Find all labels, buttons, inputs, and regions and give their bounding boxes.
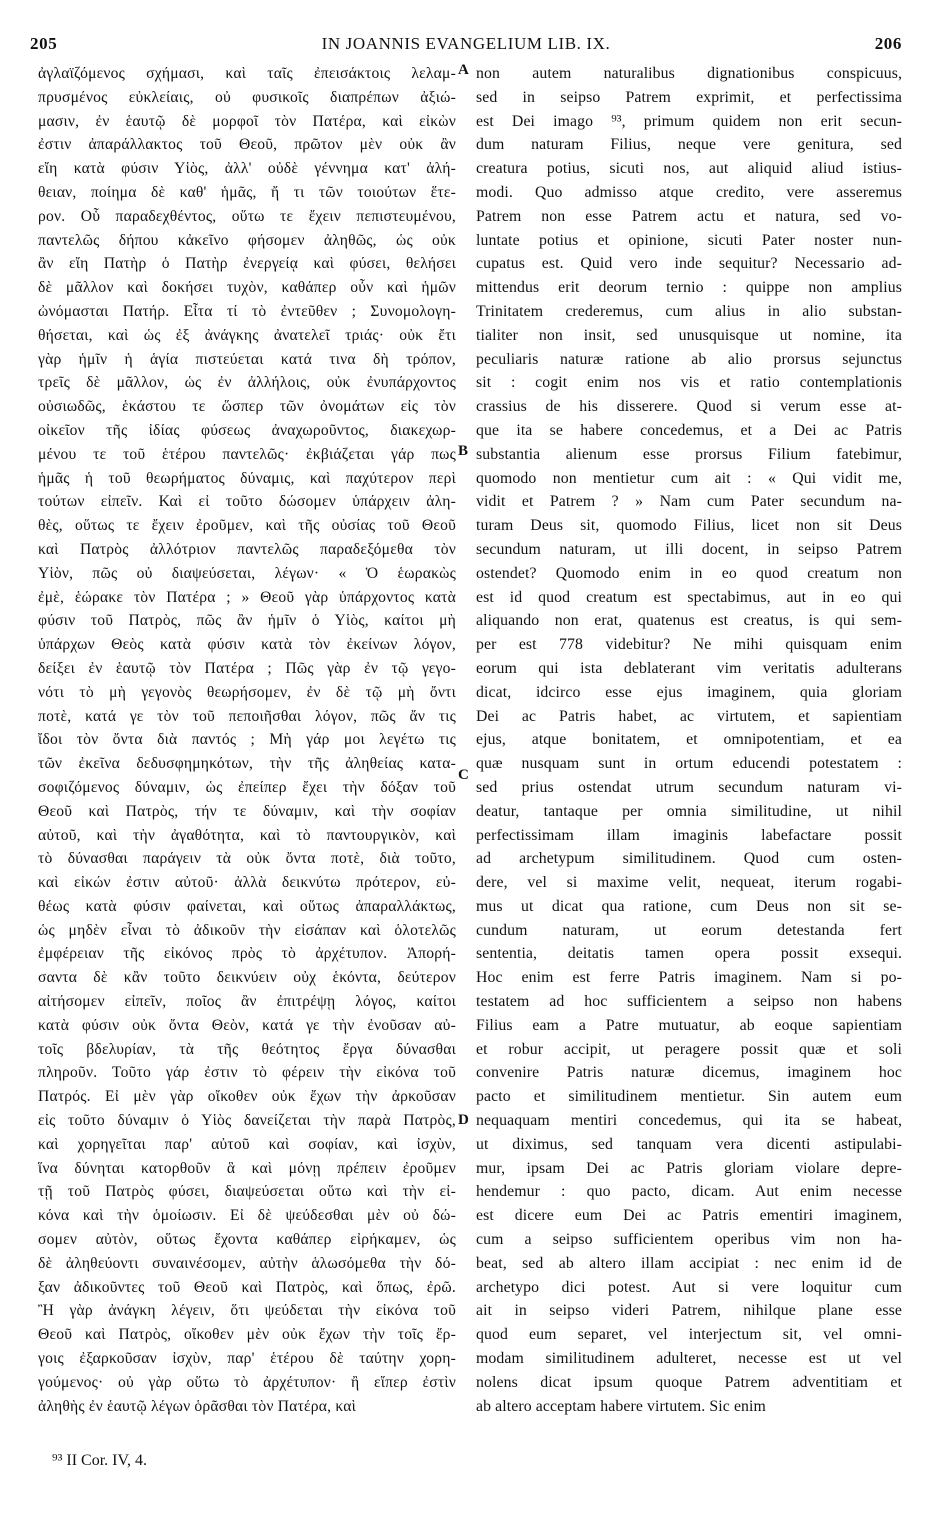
latin-text-line: cupatus est. Quid vero inde sequitur? Necessario ad-	[476, 255, 902, 273]
latin-text-line: Filius eam a Patre mutuatur, ab eoque sapientiam	[476, 1016, 902, 1034]
greek-text-line: κόνα καὶ τὴν ὁμοίωσιν. Εἰ δὲ ψεύδεσθαι μὲν οὐ δώ-	[38, 1207, 456, 1225]
greek-text-line: νότι τὸ μὴ γεγονὸς θεωρήσομεν, ἐν δὲ τῷ μὴ ὄντι	[38, 683, 456, 701]
greek-text-line: θέως κατὰ φύσιν φαίνεται, καὶ οὕτως ἀπαραλλάκτως,	[38, 897, 456, 915]
latin-text-line: que ita se habere concedemus, et a Dei ac Patris	[476, 421, 902, 439]
greek-text-line: φύσιν τοῦ Πατρὸς, πῶς ἂν ἡμῖν ὁ Υἱὸς, καίτοι μὴ	[38, 612, 456, 630]
greek-text-line: αὐτοῦ, καὶ τὴν ἀγαθότητα, καὶ τὸ παντουργικὸν, καὶ	[38, 826, 456, 844]
latin-text-line: ostendet? Quomodo enim in eo quod creatum non	[476, 564, 902, 582]
margin-letter-c: C	[458, 767, 469, 783]
greek-text-line: τρεῖς δὲ μᾶλλον, ὡς ἐν ἀλλήλοις, οὐκ ἐνυπάρχοντος	[38, 374, 456, 392]
latin-text-line: quomodo non mentietur cum ait : « Qui vidit me,	[476, 469, 902, 487]
latin-text-line: dere, vel si maxime velit, nequeat, iterum rogabi-	[476, 874, 902, 892]
greek-text-line: ἡμᾶς ἡ τοῦ θεωρήματος δύναμις, καὶ παχύτερον περὶ	[38, 469, 456, 487]
latin-text-line: est dicere eum Dei ac Patris ementiri imaginem,	[476, 1207, 902, 1225]
latin-text-line: vidit et Patrem ? » Nam cum Pater secundum na-	[476, 493, 902, 511]
greek-text-line: δὲ μᾶλλον καὶ δοκήσει τυχὸν, καθάπερ οὖν καὶ ἡμῶν	[38, 279, 456, 297]
greek-text-line: ἐμφέρειαν τῆς εἰκόνος πρὸς τὸ ἀρχέτυπον. Ἀπορή-	[38, 945, 456, 963]
latin-text-line: mittendus erit deorum ternio : quippe non amplius	[476, 279, 902, 297]
page-number-left: 205	[30, 34, 58, 53]
greek-text-line: πρυσμένος εὐκλείαις, οὐ φυσικοῖς διαπρέπων ἀξιώ-	[38, 88, 456, 106]
greek-text-line: ἵνα δύνηται κατορθοῦν ἃ καὶ μόνῃ πρέπειν ἐροῦμεν	[38, 1159, 456, 1177]
latin-text-line: substantia alienum esse prorsus Filium fatebimur,	[476, 445, 902, 463]
latin-text-line: sed prius ostendat utrum secundum naturam vi-	[476, 778, 902, 796]
greek-text-line: Ἢ γὰρ ἀνάγκη λέγειν, ὅτι ψεύδεται τὴν εἰκόνα τοῦ	[38, 1302, 456, 1320]
greek-text-line: καὶ Πατρὸς ἀλλότριον παντελῶς παραδεξόμεθα τὸν	[38, 540, 456, 558]
greek-text-line: θειαν, ποίημα δὲ καθ' ἡμᾶς, ἤ τι τῶν τοιούτων ἕτε-	[38, 183, 456, 201]
margin-letter-b: B	[458, 443, 469, 459]
greek-text-line: σαντα δὲ κἂν τοῦτο δεικνύειν οὐχ ἑκόντα, δεύτερον	[38, 969, 456, 987]
greek-text-line: τοῖς βδελυρίαν, τὰ τῆς θεότητος ἔργα δύνασθαι	[38, 1040, 456, 1058]
greek-text-line: ἐστιν ἀπαράλλακτος τοῦ Θεοῦ, πρῶτον μὲν οὐκ ἂν	[38, 136, 456, 154]
greek-text-line: σομεν αὐτὸν, οὕτως ἔχοντα καθάπερ εἰρήκαμεν, ὡς	[38, 1231, 456, 1249]
greek-text-line: τούτων εἰπεῖν. Καὶ εἰ τοῦτο δώσομεν ὑπάρχειν ἀλη-	[38, 493, 456, 511]
latin-text-line: ait in seipso videri Patrem, nihilque plane esse	[476, 1302, 902, 1320]
latin-text-line: secundum naturam, ut illi docent, in seipso Patrem	[476, 540, 902, 558]
greek-text-line: ὡς μηδὲν εἶναι τὸ ἀδικοῦν τὴν εἰσάπαν καὶ ὁλοτελῶς	[38, 921, 456, 939]
greek-text-line: τὸ δύνασθαι παράγειν τὰ οὐκ ὄντα ποτὲ, διὰ τοῦτο,	[38, 850, 456, 868]
latin-text-line: ejus, atque bonitatem, et omnipotentiam, et ea	[476, 731, 902, 749]
margin-letter-d: D	[458, 1112, 469, 1128]
greek-text-line: εἰς τοῦτο δύναμιν ὁ Υἱὸς δανείζεται τὴν παρὰ Πατρὸς,	[38, 1112, 456, 1130]
running-title: IN JOANNIS EVANGELIUM LIB. IX.	[321, 34, 611, 53]
latin-text-line: per est 778 videbitur? Ne mihi quisquam enim	[476, 636, 902, 654]
latin-text-line: peculiaris naturæ ratione ab alio prorsus sejunctus	[476, 350, 902, 368]
running-header	[30, 34, 902, 56]
latin-text-line: hendemur : quo pacto, dicam. Aut enim necesse	[476, 1183, 902, 1201]
latin-text-line: cundum naturam, ut eorum detestanda fert	[476, 921, 902, 939]
latin-text-line: mur, ipsam Dei ac Patris gloriam violare depre-	[476, 1159, 902, 1177]
latin-text-line: creatura potius, sicuti nos, aut aliquid aliud istius-	[476, 160, 902, 178]
greek-text-line: παντελῶς δήπου κἀκεῖνο φήσομεν ἀληθῶς, ὡς οὐκ	[38, 231, 456, 249]
greek-text-line: κατὰ φύσιν οὐκ ὄντα Θεὸν, κατά γε τὴν ἐνοῦσαν αὐ-	[38, 1016, 456, 1034]
latin-text-line: perfectissimam illam imaginis labefactare possit	[476, 826, 902, 844]
latin-text-line: quod eum separet, vel interjectum sit, vel omni-	[476, 1326, 902, 1344]
latin-text-line: nolens dicat ipsum quoque Patrem adventitiam et	[476, 1373, 902, 1391]
greek-text-line: μένου τε τοῦ ἑτέρου παντελῶς· ἐκβιάζεται γάρ πως	[38, 445, 456, 463]
footnote: ⁹³ II Cor. IV, 4.	[52, 1452, 147, 1469]
latin-text-line: Dei ac Patris habet, ac virtutem, et sapientiam	[476, 707, 902, 725]
latin-text-line: est Dei imago ⁹³, primum quidem non erit secun-	[476, 112, 902, 130]
greek-text-line: αἰτήσομεν εἰπεῖν, ποῖος ἂν ἐπιτρέψῃ λόγος, καίτοι	[38, 993, 456, 1011]
page-number-right: 206	[874, 34, 902, 53]
latin-text-line: ab altero acceptam habere virtutem. Sic enim	[476, 1397, 766, 1415]
greek-text-line: ἂν εἴη Πατὴρ ὁ Πατὴρ ἐνεργείᾳ καὶ φύσει, θελήσει	[38, 255, 456, 273]
latin-text-line: nequaquam mentiri concedemus, qui ita se habeat,	[476, 1112, 902, 1130]
latin-text-line: crassius de his disserere. Quod si verum esse at-	[476, 398, 902, 416]
greek-text-line: οἰκεῖον τῆς ἰδίας φύσεως ἀναχωροῦντος, διακεχωρ-	[38, 421, 456, 439]
latin-text-line: sit : cogit enim nos vis et ratio contemplationis	[476, 374, 902, 392]
greek-text-line: πληροῦν. Τοῦτο γάρ ἐστιν τὸ φέρειν τὴν εἰκόνα τοῦ	[38, 1064, 456, 1082]
greek-text-line: γούμενος· οὐ γὰρ οὕτω τὸ ἀρχέτυπον· ἢ εἴπερ ἐστὶν	[38, 1373, 456, 1391]
greek-text-line: ἴδοι τὸν ὄντα διὰ παντός ; Μὴ γάρ μοι λεγέτω τις	[38, 731, 456, 749]
greek-text-line: γοις ἐξαρκοῦσαν ἰσχὺν, παρ' ἑτέρου δὲ ταύτην χορη-	[38, 1350, 456, 1368]
greek-text-line: τῶν ἐκεῖνα δεδυσφημηκότων, τὴν τῆς ἀληθείας κατα-	[38, 755, 456, 773]
greek-text-line: ἀγλαϊζόμενος σχήμασι, καὶ ταῖς ἐπεισάκτοις λελαμ-	[38, 65, 456, 82]
latin-text-line: eorum qui ista deblaterant vim veritatis adulterans	[476, 659, 902, 677]
latin-text-line: cum a seipso sufficientem operibus vim non ha-	[476, 1231, 902, 1249]
greek-text-line: δείξει ἐν ἑαυτῷ τὸν Πατέρα ; Πῶς γὰρ ἐν τῷ γεγο-	[38, 659, 456, 677]
greek-text-line: ἀληθὴς ἐν ἑαυτῷ λέγων ὁρᾶσθαι τὸν Πατέρα, καὶ	[38, 1397, 357, 1415]
latin-text-line: deatur, tantaque per omnia similitudine, ut nihil	[476, 802, 902, 820]
latin-text-line: et robur accipit, ut peragere possit quæ et soli	[476, 1040, 902, 1058]
latin-text-line: aliquando non erat, quatenus est creatus, is qui sem-	[476, 612, 902, 630]
greek-text-line: σοφιζόμενος δύναμιν, ὡς ἐπείπερ ἔχει τὴν δόξαν τοῦ	[38, 778, 456, 796]
greek-text-line: δὲ ἀληθεύοντι συναινέσομεν, αὐτὴν ἁλωσόμεθα τὴν δό-	[38, 1254, 456, 1272]
latin-text-line: archetypo dici potest. Aut si vere loquitur cum	[476, 1278, 902, 1296]
greek-text-line: ξαν ἀδικοῦντες τοῦ Θεοῦ καὶ Πατρὸς, καὶ ὅπως, ἐρῶ.	[38, 1278, 456, 1296]
latin-column	[476, 62, 902, 1452]
latin-text-line: ut diximus, sed tanquam vera dicenti astipulabi-	[476, 1135, 902, 1153]
latin-text-line: sententia, deitatis tamen opera possit exsequi.	[476, 945, 902, 963]
latin-text-line: beat, sed ab altero illam accipiat : nec enim id de	[476, 1254, 902, 1272]
greek-text-line: ποτὲ, κατά γε τὸν τοῦ πεποιῆσθαι λόγον, πῶς ἄν τις	[38, 707, 456, 725]
greek-column	[38, 62, 456, 1452]
latin-text-line: pacto et similitudinem mentietur. Sin autem eum	[476, 1088, 902, 1106]
latin-text-line: Hoc enim est ferre Patris imaginem. Nam si po-	[476, 969, 902, 987]
latin-text-line: non autem naturalibus dignationibus conspicuus,	[476, 65, 902, 82]
latin-text-line: turam Deus sit, quomodo Filius, licet non sit Deus	[476, 517, 902, 535]
latin-text-line: testatem ad hoc sufficientem a seipso non habens	[476, 993, 902, 1011]
latin-text-line: convenire Patris naturæ dicemus, imaginem hoc	[476, 1064, 902, 1082]
latin-text-line: sed in seipso Patrem exprimit, et perfectissima	[476, 88, 902, 106]
latin-text-line: Trinitatem crederemus, cum alius in alio substan-	[476, 302, 902, 320]
latin-text-line: luntate potius et opinione, sicuti Pater noster nun-	[476, 231, 902, 249]
greek-text-line: γὰρ ἡμῖν ἡ ἁγία πιστεύεται κατά τινα δὴ τρόπον,	[38, 350, 456, 368]
latin-text-line: ad archetypum similitudinem. Quod cum osten-	[476, 850, 902, 868]
greek-text-line: οὐσιωδῶς, ἑκάστου τε ὥσπερ τῶν ὀνομάτων εἰς τὸν	[38, 398, 456, 416]
latin-text-line: mus ut dicat qua ratione, cum Deus non sit se-	[476, 897, 902, 915]
latin-text-line: Patrem non esse Patrem actu et natura, sed vo-	[476, 207, 902, 225]
latin-text-line: dum naturam Filius, neque vere genitura, sed	[476, 136, 902, 154]
latin-text-line: modam similitudinem adulteret, necesse est ut vel	[476, 1350, 902, 1368]
margin-letter-a: A	[458, 62, 469, 78]
greek-text-line: Θεοῦ καὶ Πατρὸς, οἴκοθεν μὲν οὐκ ἔχων τὴν τοῖς ἔρ-	[38, 1326, 456, 1344]
latin-text-line: dicat, idcirco esse ejus imaginem, quia gloriam	[476, 683, 902, 701]
greek-text-line: μασιν, ἐν ἑαυτῷ δὲ μορφοῖ τὸν Πατέρα, καὶ εἰκὼν	[38, 112, 456, 130]
greek-text-line: Πατρός. Εἰ μὲν γὰρ οἴκοθεν οὐκ ἔχων τὴν ἀρκοῦσαν	[38, 1088, 456, 1106]
greek-text-line: Θεοῦ καὶ Πατρὸς, τήν τε δύναμιν, καὶ τὴν σοφίαν	[38, 802, 456, 820]
greek-text-line: θὲς, οὕτως τε ἔχειν ἐροῦμεν, καὶ τῆς οὐσίας τοῦ Θεοῦ	[38, 517, 456, 535]
greek-text-line: καὶ χορηγεῖται παρ' αὐτοῦ καὶ σοφίαν, καὶ ἰσχὺν,	[38, 1135, 456, 1153]
greek-text-line: Υἱὸν, πῶς οὐ διαψεύσεται, λέγων· « Ὁ ἑωρακὼς	[38, 564, 456, 582]
greek-text-line: ρον. Οὗ παραδεχθέντος, οὕτω τε ἔχειν πεπιστευμένου,	[38, 207, 456, 225]
greek-text-line: ὑπάρχων Θεὸς κατὰ φύσιν κατὰ τὸν ἐκείνων λόγον,	[38, 636, 456, 654]
greek-text-line: καὶ εἰκών ἐστιν αὐτοῦ· ἀλλὰ δεικνύτω πρότερον, εὐ-	[38, 874, 456, 892]
greek-text-line: ἐμὲ, ἑώρακε τὸν Πατέρα ; » Θεοῦ γὰρ ὑπάρχοντος κατὰ	[38, 588, 456, 606]
latin-text-line: quæ nusquam sunt in ortum educendi potestatem :	[476, 755, 902, 773]
greek-text-line: θήσεται, καὶ ὡς ἐξ ἀνάγκης ἀνατελεῖ τριάς· οὐκ ἔτι	[38, 326, 456, 344]
latin-text-line: est id quod creatum est spectabimus, aut in eo qui	[476, 588, 902, 606]
latin-text-line: tialiter non insit, sed unusquisque ut nomine, ita	[476, 326, 902, 344]
greek-text-line: τῇ τοῦ Πατρὸς φύσει, διαψεύσεται οὕτω καὶ τὴν εἰ-	[38, 1183, 456, 1201]
greek-text-line: ὠνόμασται Πατήρ. Εἶτα τί τὸ ἐντεῦθεν ; Συνομολογη-	[38, 302, 456, 320]
latin-text-line: modi. Quo admisso atque credito, vere asseremus	[476, 183, 902, 201]
greek-text-line: εἴη κατὰ φύσιν Υἱὸς, ἀλλ' οὐδὲ γέννημα κατ' ἀλή-	[38, 160, 456, 178]
